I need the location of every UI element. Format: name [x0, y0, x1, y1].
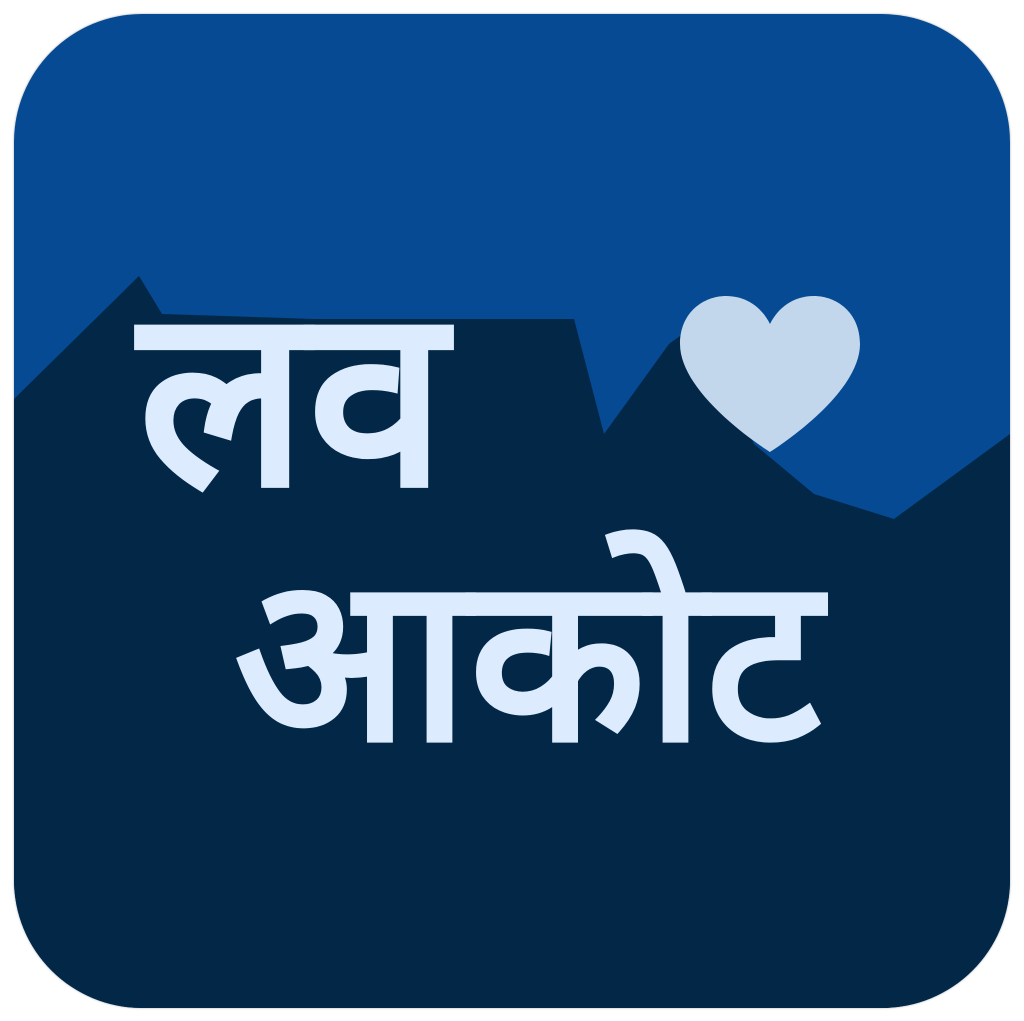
- app-icon: [14, 14, 1010, 1008]
- app-icon-artwork: [14, 14, 1010, 1008]
- title-line-2: आकोट: [234, 527, 822, 794]
- title-line-1: लव: [138, 252, 447, 543]
